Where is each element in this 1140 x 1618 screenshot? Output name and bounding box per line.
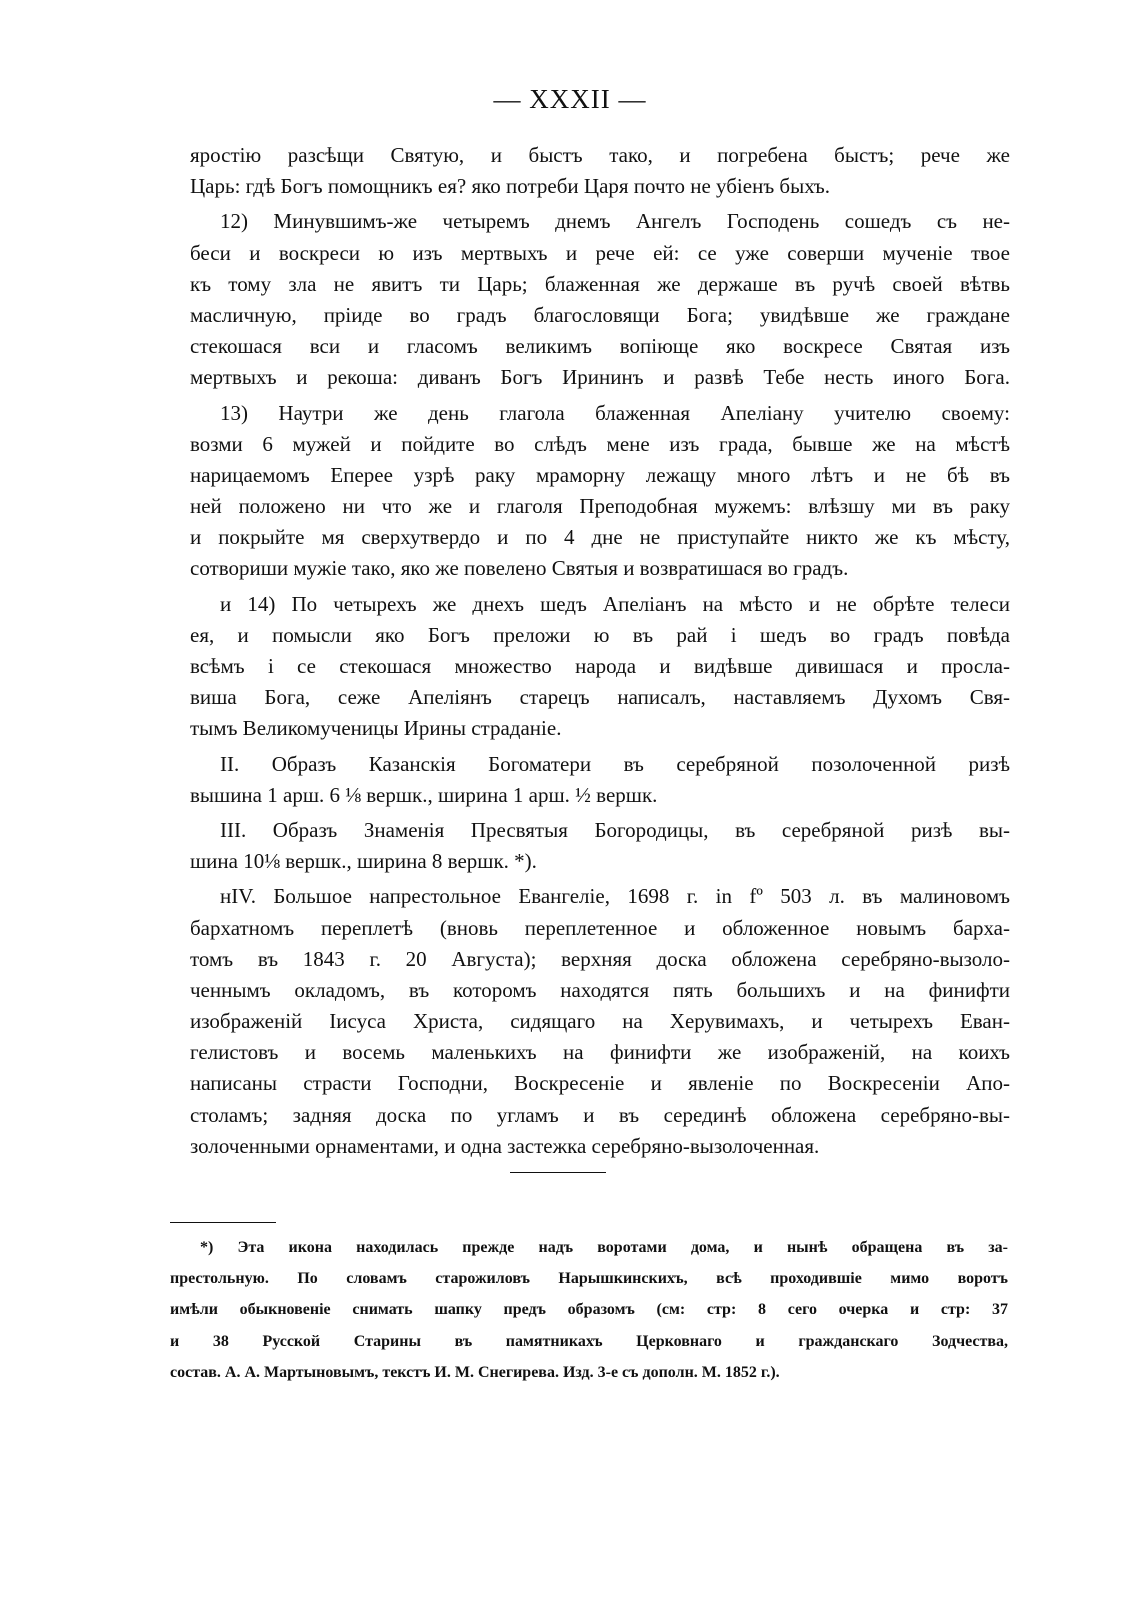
text-line: яростію разсѣщи Святую, и быстъ тако, и погребена быстъ; рече же [190,143,1010,167]
text-line: сотвориши мужіе тако, яко же повелено Святыя и возвратишася во градъ. [190,556,849,581]
text-line: столамъ; задняя доска по угламъ и въ серединѣ обложена серебряно-вы- [190,1102,1010,1127]
footnote-line: имѣли обыкновеніе снимать шапку предъ образомъ (см: стр: 8 сего очерка и стр: 37 [170,1301,1008,1319]
text-line: III. Образъ Знаменія Пресвятыя Богородицы, въ серебряной ризѣ вы- [220,817,1010,842]
footnote-line: престольную. По словамъ старожиловъ Нарышкинскихъ, всѣ проходившіе мимо воротъ [170,1270,1008,1288]
text-line: къ тому зла не явитъ ти Царь; блаженная же держаше въ ручѣ своей вѣтвь [190,271,1010,296]
text-line: написаны страсти Господни, Воскресеніе и явленіе по Воскресеніи Апо- [190,1071,1010,1096]
text-line: стекошася вси и гласомъ великимъ вопіюще яко воскресе Святая изъ [190,334,1010,359]
text-line: бархатномъ переплетѣ (вновь переплетенное и обложенное новымъ барха- [190,915,1010,940]
paragraph [190,589,1010,745]
main-text [190,140,1010,1162]
paragraph [190,206,1010,393]
text-line: шина 10⅛ вершк., ширина 8 вершк. *). [190,849,537,874]
footnote-line: *) Эта икона находилась прежде надъ воротами дома, и нынѣ обращена въ за- [200,1239,1008,1256]
text-line: нIV. Большое напрестольное Евангеліе, 1698 г. in fº 503 л. въ малиновомъ [220,884,1010,909]
footnote [170,1232,1008,1388]
text-line: всѣмъ і се стекошася множество народа и видѣвше дивишася и просла- [190,654,1010,678]
text-line: беси и воскреси ю изъ мертвыхъ и рече ей: се уже соверши мученіе твое [190,240,1010,265]
text-line: 12) Минувшимъ-же четыремъ днемъ Ангелъ Господень сошедъ съ не- [220,209,1010,234]
text-line: масличную, пріиде во градъ благословящи Бога; увидѣвше же граждане [190,302,1010,327]
page-number: — XXXII — [493,84,647,114]
paragraph [190,881,1010,1162]
text-line: изображеній Іисуса Христа, сидящаго на Херувимахъ, и четырехъ Еван- [190,1009,1010,1034]
footnote-line: и 38 Русской Старины въ памятникахъ Церковнаго и гражданскаго Зодчества, [170,1332,1008,1350]
text-line: возми 6 мужей и пойдите во слѣдъ мене изъ града, бывше же на мѣстѣ [190,431,1010,456]
text-line: ея, и помысли яко Богъ преложи ю въ рай і шедъ во градъ повѣда [190,622,1010,647]
text-line: нарицаемомъ Еперее узрѣ раку мраморну лежащу много лѣтъ и не бѣ въ [190,462,1010,487]
text-line: II. Образъ Казанскія Богоматери въ серебряной позолоченной ризѣ [220,751,1010,776]
footnote-rule [170,1222,276,1223]
text-line: виша Бога, сеже Апеліянъ старецъ написалъ, наставляемъ Духомъ Свя- [190,685,1010,710]
text-line: гелистовъ и восемь маленькихъ на финифти же изображеній, на коихъ [190,1040,1010,1065]
text-line: золоченными орнаментами, и одна застежка серебряно-вызолоченная. [190,1133,820,1158]
footnote-line: состав. А. А. Мартыновымъ, текстъ И. М. Снегирева. Изд. 3-е съ дополн. М. 1852 г.). [170,1363,780,1381]
text-line: вышина 1 арш. 6 ⅛ вершк., ширина 1 арш. ½ вершк. [190,782,658,807]
paragraph [190,140,1010,202]
text-line: мертвыхъ и рекоша: диванъ Богъ Ирининъ и развѣ Тебе несть иного Бога. [190,365,1010,390]
text-line: тымъ Великомученицы Ирины страданіе. [190,716,562,741]
paragraph [190,749,1010,811]
paragraph [190,398,1010,585]
text-line: и покрыйте мя сверхутвердо и по 4 дне не приступайте никто же къ мѣсту, [190,525,1010,550]
text-line: 13) Наутри же день глагола блаженная Апеліану учителю своему: [220,400,1010,425]
text-line: Царь: гдѣ Богъ помощникъ ея? яко потреби Царя почто не убіенъ быхъ. [190,174,831,199]
paragraph [190,815,1010,877]
text-line: и 14) По четырехъ же днехъ шедъ Апеліанъ на мѣсто и не обрѣте телеси [220,591,1010,616]
text-line: ченнымъ окладомъ, въ которомъ находятся пять большихъ и на финифти [190,977,1010,1002]
text-line: ней положено ни что же и глаголя Преподобная мужемъ: влѣзшу ми въ раку [190,494,1010,519]
section-divider [510,1172,606,1173]
text-line: томъ въ 1843 г. 20 Августа); верхняя доска обложена серебряно-вызоло- [190,946,1010,971]
